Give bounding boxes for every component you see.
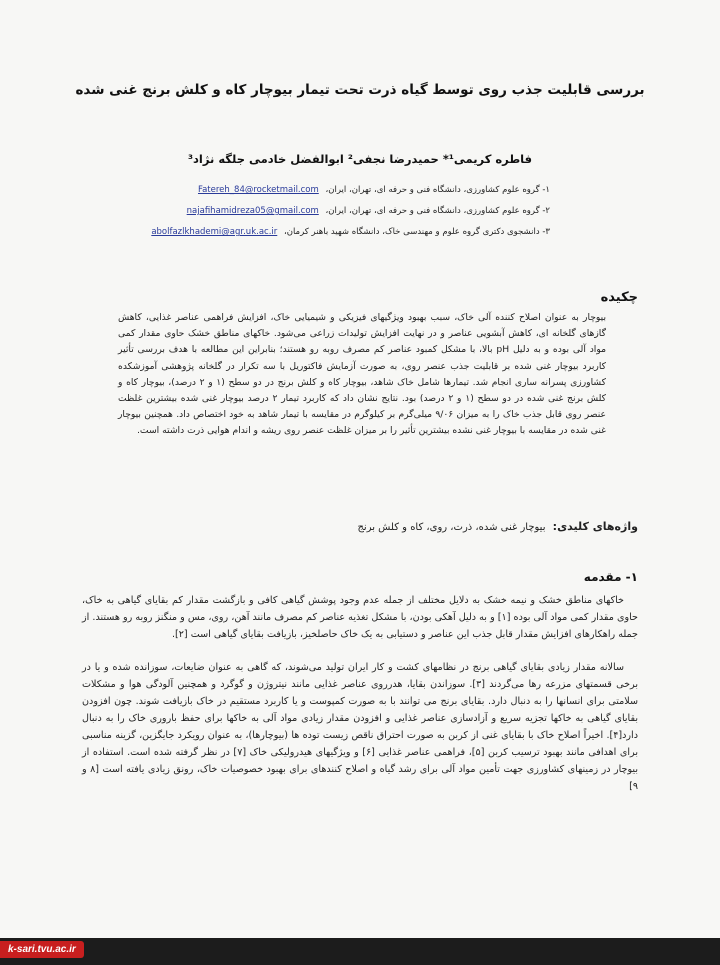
affiliation-email-link[interactable]: najafihamidreza05@gmail.com	[186, 206, 319, 216]
affiliation-3	[150, 222, 550, 243]
author-list: فاطره کریمی¹* حمیدرضا نجفی² ابوالفضل خادمی جلگه نژاد³	[187, 152, 533, 166]
intro-heading: ۱- مقدمه	[583, 570, 638, 584]
abstract-heading: چکیده	[600, 290, 638, 305]
affiliations	[150, 180, 550, 243]
footer-strip	[0, 938, 720, 965]
keywords-label: واژه‌های کلیدی:	[552, 520, 638, 533]
keywords-line	[78, 520, 638, 533]
affiliation-email-link[interactable]: abolfazlkhademi@agr.uk.ac.ir	[151, 227, 278, 237]
intro-body	[82, 592, 638, 811]
affiliation-text: ٣- دانشجوی دکتری گروه علوم و مهندسی خاک، دانشگاه شهید باهنر کرمان،	[283, 227, 550, 237]
affiliation-2	[150, 201, 550, 222]
intro-paragraph: سالانه مقدار زیادی بقایای گیاهی برنج در نظامهای کشت و کار ایران تولید می‌شوند، که گاهی به عنوان ضایعات، سوزانده شده و یا در برخی قسمتهای مزرعه رها می‌گردند [۳]. سوزاندن بقایا، هدرروی عناصر غذایی مانند نیتروژن و گوگرد و همچنین آلودگی هوا و مشکلات سلامتی برای انسانها را به دنبال دارد. بقایای برنج می توانند با به صورت کمپوست و یا کاربرد مستقیم در خاک بازیافت شوند. چون افزودن بقایای گیاهی به خاکها تجزیه سریع و آزادسازی عناصر غذایی و افزودن مقدار زیادی مواد آلی به خاکها برای حفظ باروری خاک را به دنبال دارد[۴]. اخیراً اصلاح خاک با بقایای غنی از کربن به صورت احتراق ناقص زیست توده ها (بیوچارها)، به عنوان رویکرد جایگزین، گزینه مناسبی برای اهدافی مانند بهبود ترسیب کربن [۵]، فراهمی عناصر غذایی [۶] و ویژگیهای هیدرولیکی خاک [۷] در نظر گرفته شده است. استفاده از بیوچار در زمینهای کشاورزی جهت تأمین مواد آلی برای رشد گیاه و اصلاح کنندهای برای بهبود خصوصیات خاک، رونق زیادی یافته است [۸ و ۹]	[82, 662, 639, 792]
keywords-text: بیوچار غنی شده، ذرت، روی، کاه و کلش برنج	[357, 522, 546, 533]
affiliation-text: ١- گروه علوم کشاورزی، دانشگاه فنی و حرفه ای، تهران، ایران،	[325, 185, 550, 195]
paper-title: بررسی قابلیت جذب روی توسط گیاه ذرت تحت تیمار بیوچار کاه و کلش برنج غنی شده	[75, 82, 645, 98]
affiliation-text: ٢- گروه علوم کشاورزی، دانشگاه فنی و حرفه ای، تهران، ایران،	[325, 206, 550, 216]
affiliation-email-link[interactable]: Fatereh_84@rocketmail.com	[197, 185, 319, 195]
abstract-body: بیوچار به عنوان اصلاح کننده آلی خاک، سبب بهبود ویژگیهای فیزیکی و شیمیایی خاک، افزایش فراهمی عناصر غذایی، کاهش گازهای گلخانه ای، کاهش آبشویی عناصر و در نهایت افزایش تولیدات زراعی می‌شود. خاکهای مناطق خشک حاوی مقدار کمی مواد آلی بوده و به دلیل pH بالا، با مشکل کمبود عناصر کم مصرف روبه رو هستند؛ بنابراین این مطالعه با هدف بررسی تأثیر کاربرد بیوچار غنی شده بر قابلیت جذب عنصر روی، به صورت آزمایش فاکتوریل با سه تکرار در گلخانه پژوهشی آموزشکده کشاورزی پسرانه ساری انجام شد. تیمارها شامل خاک شاهد، بیوچار کاه و کلش برنج در دو سطح (۱ و ۲ درصد)، بیوچار کاه و کلش برنج غنی شده در دو سطح (۱ و ۲ درصد) بود. نتایج نشان داد که کاربرد تیمار ۲ درصد بیوچار غنی شده بیشترین غلظت عنصر روی قابل جذب خاک را به میزان ۹/۰۶ میلی‌گرم بر کیلوگرم در مقایسه با تیمار شاهد به خود اختصاص داد. همچنین بیوچار غنی شده در مقایسه با بیوچار غنی نشده بیشترین تأثیر را بر میزان غلظت عنصر روی ریشه و اندام هوایی ذرت داشته است.	[118, 312, 607, 437]
intro-paragraph: خاکهای مناطق خشک و نیمه خشک به دلایل مختلف از جمله عدم وجود پوشش گیاهی کافی و بازگشت مقدار کم بقایای گیاهی به خاک، حاوی مقدار کمی مواد آلی بوده [۱] و به دلیل آهکی بودن، با مشکل تغذیه عناصر کم مصرف مانند آهن، روی، مس و منگنز روبه رو هستند. از جمله راهکارهای افزایش مقدار قابل جذب این عناصر و دستیابی به یک خاک حاصلخیز، بازیافت بقایای گیاهی است [۲].	[82, 595, 638, 640]
affiliation-1	[150, 180, 550, 201]
site-watermark-badge: k-sari.tvu.ac.ir	[0, 941, 84, 958]
